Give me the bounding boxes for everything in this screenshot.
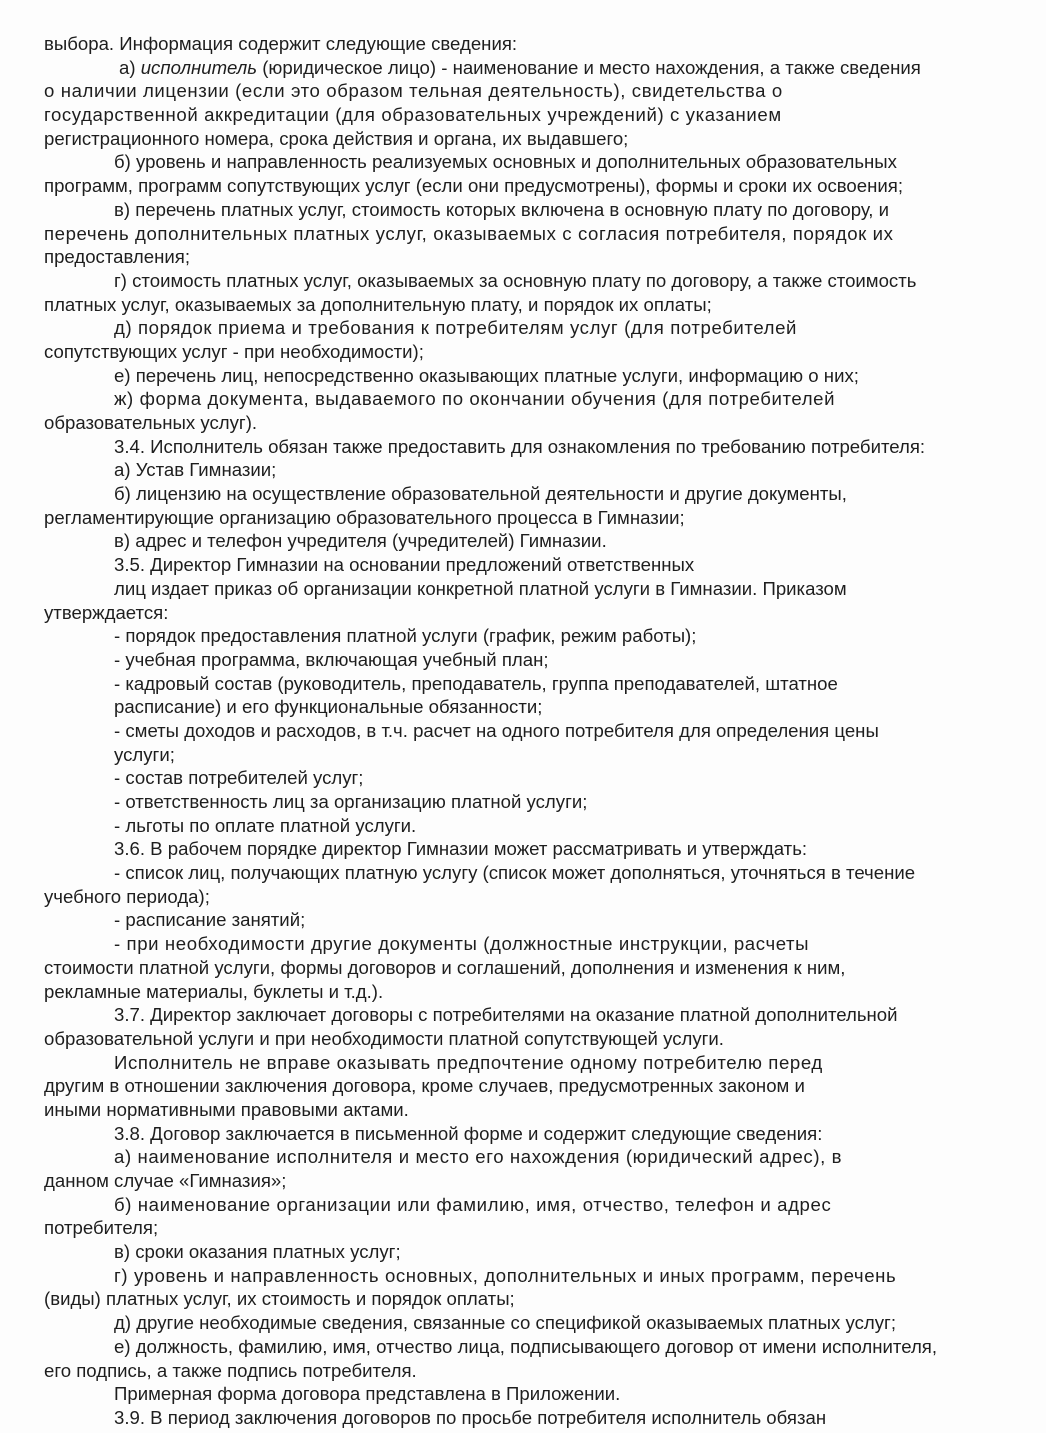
text-line: - расписание занятий; (114, 909, 306, 931)
text-line: услуги; (114, 743, 175, 765)
text-line: - порядок предоставления платной услуги (график, режим работы); (114, 625, 697, 647)
document-body (44, 32, 1024, 1430)
text-line: 3.5. Директор Гимназии на основании предложений ответственных (114, 554, 695, 576)
text-line: выбора. Информация содержит следующие сведения: (44, 33, 518, 54)
text-line: данном случае «Гимназия»; (44, 1170, 287, 1191)
text-line: д) порядок приема и требования к потребителям услуг (для потребителей (114, 317, 798, 339)
text-line: - ответственность лиц за организацию платной услуги; (114, 791, 588, 812)
text-line: д) другие необходимые сведения, связанные со спецификой оказываемых платных услуг; (114, 1312, 896, 1334)
text-line: а) наименование исполнителя и место его нахождения (юридический адрес), в (114, 1146, 843, 1168)
text-line: 3.6. В рабочем порядке директор Гимназии может рассматривать и утверждать: (114, 838, 808, 860)
text-line (44, 56, 1024, 80)
text-line: - кадровый состав (руководитель, преподаватель, группа преподавателей, штатное (114, 672, 838, 694)
text-line: образовательной услуги и при необходимости платной сопутствующей услуги. (44, 1027, 724, 1049)
text-line: перечень дополнительных платных услуг, оказываемых с согласия потребителя, порядок их (44, 222, 894, 244)
text-line: (виды) платных услуг, их стоимость и порядок оплаты; (44, 1288, 515, 1310)
text-line: стоимости платной услуги, формы договоров и соглашений, дополнения и изменения к ним, (44, 956, 846, 978)
text-line: программ, программ сопутствующих услуг (если они предусмотрены), формы и сроки их освоения; (44, 175, 904, 197)
text-line: о наличии лицензии (если это образом тельная деятельность), свидетельства о (44, 80, 783, 102)
text-line: 3.9. В период заключения договоров по просьбе потребителя исполнитель обязан (114, 1406, 827, 1428)
text-line: учебного периода); (44, 885, 210, 907)
text-line: Примерная форма договора представлена в Приложении. (114, 1383, 621, 1405)
text-line: потребителя; (44, 1217, 159, 1239)
text-line: а) Устав Гимназии; (114, 459, 277, 481)
text-line: в) сроки оказания платных услуг; (114, 1241, 401, 1263)
text-line: - список лиц, получающих платную услугу (список может дополняться, уточняться в течение (114, 862, 916, 884)
text-line: образовательных услуг). (44, 412, 258, 433)
text-line: сопутствующих услуг - при необходимости); (44, 340, 424, 362)
text-line: предоставления; (44, 246, 191, 268)
list-marker: а) (119, 56, 141, 78)
text-line: 3.7. Директор заключает договоры с потребителями на оказание платной дополнительной (114, 1004, 898, 1026)
text-line: другим в отношении заключения договора, кроме случаев, предусмотренных законом и (44, 1075, 805, 1097)
text-line: лиц издает приказ об организации конкретной платной услуги в Гимназии. Приказом (114, 577, 847, 599)
text-line: б) лицензию на осуществление образовательной деятельности и другие документы, (114, 483, 847, 505)
text-line: г) уровень и направленность основных, дополнительных и иных программ, перечень (114, 1264, 897, 1286)
text-line: е) должность, фамилию, имя, отчество лица, подписывающего договор от имени исполнителя, (114, 1335, 938, 1357)
text-line: - состав потребителей услуг; (114, 767, 364, 789)
text-line: Исполнитель не вправе оказывать предпочтение одному потребителю перед (114, 1051, 823, 1073)
text-line: иными нормативными правовыми актами. (44, 1098, 409, 1120)
text-line: регистрационного номера, срока действия и органа, их выдавшего; (44, 127, 629, 149)
text-line: б) наименование организации или фамилию, имя, отчество, телефон и адрес (114, 1193, 832, 1215)
text-line: б) уровень и направленность реализуемых основных и дополнительных образовательных (114, 151, 897, 173)
text-line: рекламные материалы, буклеты и т.д.). (44, 980, 384, 1002)
text-line: - учебная программа, включающая учебный план; (114, 648, 549, 670)
text-line: государственной аккредитации (для образовательных учреждений) с указанием (44, 104, 782, 126)
emphasized-term: исполнитель (140, 56, 258, 78)
text-line: - льготы по оплате платной услуги. (114, 814, 417, 836)
text-line: утверждается: (44, 601, 169, 623)
text-line: регламентирующие организацию образовательного процесса в Гимназии; (44, 506, 685, 528)
text-line: - при необходимости другие документы (должностные инструкции, расчеты (114, 933, 810, 955)
text-line: г) стоимость платных услуг, оказываемых за основную плату по договору, а также стоимость (114, 269, 917, 291)
text-line: платных услуг, оказываемых за дополнительную плату, и порядок их оплаты; (44, 293, 712, 315)
text-line: в) адрес и телефон учредителя (учредителей) Гимназии. (114, 530, 607, 552)
text-line: 3.4. Исполнитель обязан также предоставить для ознакомления по требованию потребителя: (114, 435, 926, 457)
text-line: в) перечень платных услуг, стоимость которых включена в основную плату по договору, и (114, 198, 889, 220)
text-line: его подпись, а также подпись потребителя. (44, 1359, 417, 1381)
text-line: расписание) и его функциональные обязанности; (114, 696, 543, 718)
text-line: 3.8. Договор заключается в письменной форме и содержит следующие сведения: (114, 1122, 823, 1144)
text-line: - сметы доходов и расходов, в т.ч. расчет на одного потребителя для определения цены (114, 719, 879, 741)
text-line: ж) форма документа, выдаваемого по окончании обучения (для потребителей (114, 388, 836, 410)
text-line: е) перечень лиц, непосредственно оказывающих платные услуги, информацию о них; (114, 364, 859, 386)
text-fragment: (юридическое лицо) - наименование и место нахождения, а также сведения (257, 56, 921, 78)
